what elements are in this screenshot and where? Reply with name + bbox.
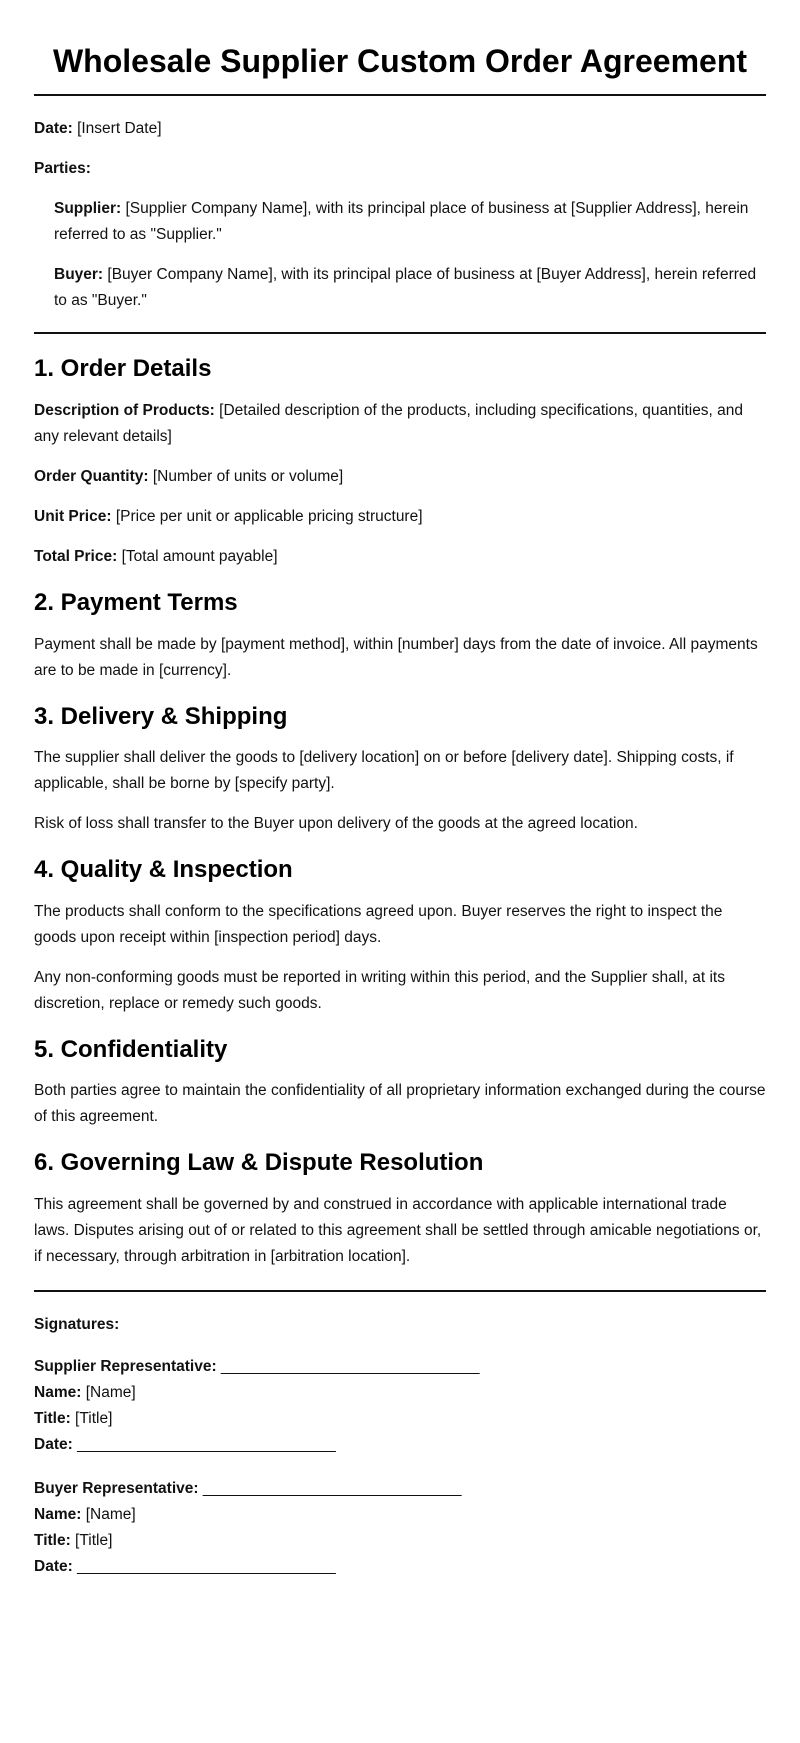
buyer-title-line <box>34 1528 766 1554</box>
order-quantity <box>34 464 766 490</box>
supplier-rep-label: Supplier Representative: <box>34 1357 217 1375</box>
supplier-signature <box>34 1354 766 1458</box>
unit-price-label: Unit Price: <box>34 507 112 525</box>
buyer-date-line <box>34 1554 766 1580</box>
supplier-date-label: Date: <box>34 1435 73 1453</box>
buyer-name-label: Name: <box>34 1505 82 1523</box>
supplier-title-label: Title: <box>34 1409 71 1427</box>
unit-price <box>34 504 766 530</box>
section-heading-payment: 2. Payment Terms <box>34 588 238 616</box>
order-description <box>34 398 766 450</box>
date-line <box>34 116 766 142</box>
supplier-date-line <box>34 1432 766 1458</box>
buyer-label: Buyer: <box>54 266 104 284</box>
section-heading-quality: 4. Quality & Inspection <box>34 856 293 884</box>
supplier-signature-line: ______________________________ <box>216 1357 480 1375</box>
total-price-text: [Total amount payable] <box>117 547 278 565</box>
law-paragraph: This agreement shall be governed by and construed in accordance with applicable international trade laws. Disputes arising out of or related to this agreement shall be settled through amicable negotiations or, if necessary, through arbitration in [arbitration location]. <box>34 1195 762 1265</box>
supplier-name-value: [Name] <box>81 1383 136 1401</box>
parties-line <box>34 156 766 182</box>
quantity-label: Order Quantity: <box>34 467 149 485</box>
supplier-date-blank: ______________________________ <box>72 1435 336 1453</box>
date-value: [Insert Date] <box>72 120 162 138</box>
parties-label: Parties: <box>34 160 91 178</box>
signatures-heading: Signatures: <box>34 1315 120 1333</box>
supplier-party <box>34 196 766 248</box>
payment-paragraph: Payment shall be made by [payment method], within [number] days from the date of invoice. All payments are to be made in [currency]. <box>34 635 758 679</box>
buyer-signature <box>34 1476 766 1580</box>
buyer-name-line <box>34 1502 766 1528</box>
unit-price-text: [Price per unit or applicable pricing structure] <box>111 507 423 525</box>
supplier-label: Supplier: <box>54 200 122 218</box>
buyer-text: [Buyer Company Name], with its principal place of business at [Buyer Address], herein referred to as "Buyer." <box>54 266 757 310</box>
buyer-rep-label: Buyer Representative: <box>34 1479 199 1497</box>
date-label: Date: <box>34 120 73 138</box>
total-price-label: Total Price: <box>34 547 118 565</box>
quality-paragraph-2: Any non-conforming goods must be reported in writing within this period, and the Supplier shall, at its discretion, replace or remedy such goods. <box>34 968 725 1012</box>
supplier-text: [Supplier Company Name], with its principal place of business at [Supplier Address], herein referred to as "Supplier." <box>54 200 749 244</box>
supplier-title-line <box>34 1406 766 1432</box>
quality-paragraph-1: The products shall conform to the specifications agreed upon. Buyer reserves the right to inspect the goods upon receipt within [inspection period] days. <box>34 902 723 946</box>
buyer-date-label: Date: <box>34 1557 73 1575</box>
buyer-title-value: [Title] <box>70 1531 113 1549</box>
buyer-signature-line: ______________________________ <box>198 1479 462 1497</box>
buyer-party <box>34 262 766 314</box>
section-heading-confidentiality: 5. Confidentiality <box>34 1035 228 1063</box>
section-heading-law: 6. Governing Law & Dispute Resolution <box>34 1149 484 1177</box>
section-heading-order: 1. Order Details <box>34 355 212 383</box>
description-text: [Detailed description of the products, including specifications, quantities, and any relevant details] <box>34 401 744 445</box>
document-title: Wholesale Supplier Custom Order Agreement <box>52 43 748 79</box>
description-label: Description of Products: <box>34 401 215 419</box>
delivery-paragraph-2: Risk of loss shall transfer to the Buyer upon delivery of the goods at the agreed location. <box>34 815 638 833</box>
signature-block <box>34 1292 766 1580</box>
supplier-name-line <box>34 1380 766 1406</box>
delivery-paragraph-1: The supplier shall deliver the goods to [delivery location] on or before [delivery date]. Shipping costs, if applicable, shall be borne by [specify party]. <box>34 749 734 793</box>
total-price <box>34 544 766 570</box>
confidentiality-paragraph: Both parties agree to maintain the confidentiality of all proprietary information exchanged during the course of this agreement. <box>34 1082 766 1126</box>
supplier-rep-line <box>34 1354 766 1380</box>
buyer-date-blank: ______________________________ <box>72 1557 336 1575</box>
section-heading-delivery: 3. Delivery & Shipping <box>34 702 288 730</box>
buyer-name-value: [Name] <box>81 1505 136 1523</box>
supplier-name-label: Name: <box>34 1383 82 1401</box>
buyer-rep-line <box>34 1476 766 1502</box>
supplier-title-value: [Title] <box>70 1409 113 1427</box>
buyer-title-label: Title: <box>34 1531 71 1549</box>
quantity-text: [Number of units or volume] <box>148 467 344 485</box>
agreement-document <box>34 0 766 1580</box>
